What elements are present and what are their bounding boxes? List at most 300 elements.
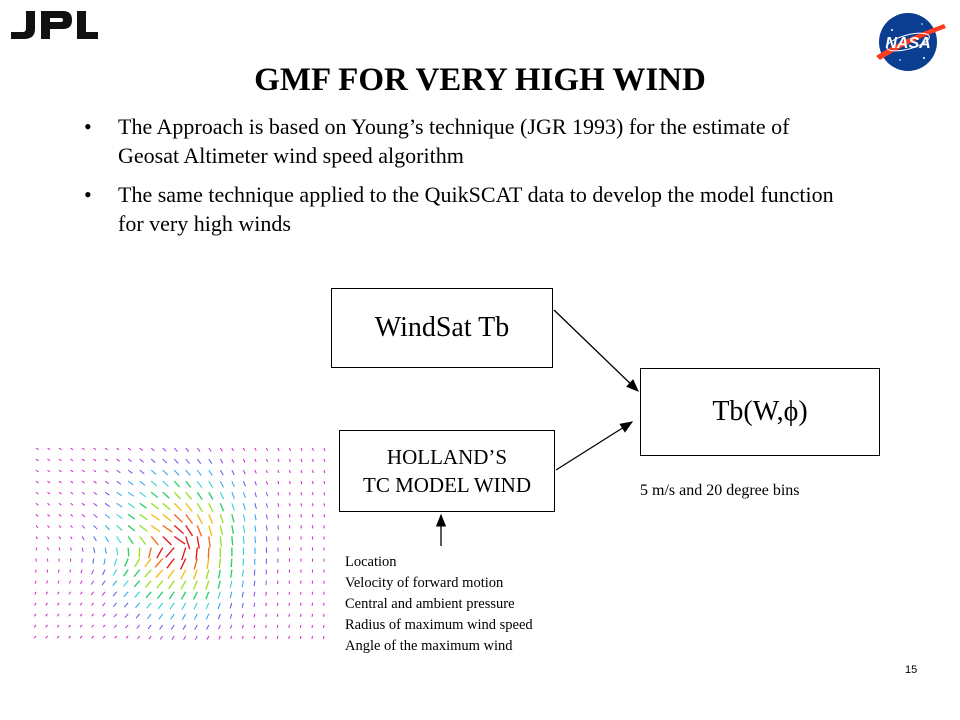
wind-vector [289, 625, 290, 628]
wind-vector [59, 470, 61, 472]
wind-vector [151, 514, 159, 520]
wind-vector [186, 448, 189, 452]
wind-vector [71, 525, 73, 527]
wind-vector [117, 548, 118, 556]
wind-vector [289, 492, 290, 495]
wind-vector [266, 603, 267, 606]
wind-vector [124, 570, 129, 577]
wind-vector [134, 581, 139, 587]
wind-vector [323, 636, 324, 639]
wind-vector [59, 548, 60, 551]
wind-vector [115, 636, 117, 638]
wind-vector [197, 459, 200, 464]
wind-vector [186, 514, 193, 523]
wind-vector [36, 492, 38, 494]
wind-vector [266, 581, 267, 585]
wind-vector [266, 459, 267, 462]
parameter-item: Location [345, 554, 397, 570]
wind-vector [94, 459, 96, 461]
wind-vector [94, 548, 95, 553]
wind-vector [172, 636, 174, 640]
wind-vector [57, 614, 59, 616]
wind-vector [255, 459, 256, 462]
wind-vector [128, 492, 134, 496]
wind-vector [209, 525, 212, 535]
wind-vector [243, 492, 245, 498]
wind-vector [135, 603, 139, 608]
wind-vector [312, 636, 313, 639]
wind-vector [157, 548, 163, 559]
parameter-item: Angle of the maximum wind [345, 638, 513, 654]
parameter-list [345, 552, 533, 657]
wind-vector [82, 448, 84, 450]
wind-vector [218, 581, 220, 589]
wind-vector [218, 603, 220, 609]
wind-vector [266, 592, 267, 596]
wind-vector [82, 536, 84, 540]
wind-vector [163, 448, 166, 451]
wind-vector [197, 525, 201, 536]
wind-vector [92, 570, 94, 575]
wind-vector [195, 625, 197, 630]
wind-vector [163, 492, 170, 498]
wind-vector [69, 625, 71, 627]
wind-vector [160, 625, 163, 629]
wind-vector [34, 636, 36, 638]
wind-vector [232, 525, 234, 533]
wind-vector [266, 492, 267, 496]
wind-vector [197, 503, 202, 511]
wind-vector [255, 514, 256, 520]
wind-vector [197, 470, 201, 476]
wind-vector [117, 536, 121, 542]
holland-label-line1: HOLLAND’S [386, 445, 508, 469]
wind-vector [312, 448, 313, 451]
arrow-windsat-to-tb [554, 310, 638, 391]
windsat-tb-box [331, 288, 553, 368]
wind-vector [155, 559, 163, 568]
wind-vector [80, 592, 82, 594]
wind-vector [197, 481, 202, 487]
wind-vector [167, 559, 174, 569]
wind-vector [209, 503, 213, 511]
wind-vector [35, 581, 36, 584]
wind-vector [243, 459, 245, 462]
wind-vector [243, 503, 245, 509]
wind-vector [301, 481, 302, 484]
wind-vector [301, 470, 302, 473]
wind-vector [57, 625, 59, 627]
wind-vector [149, 548, 152, 559]
wind-vector [48, 514, 50, 516]
bullet-item [80, 180, 840, 238]
wind-vector [218, 592, 220, 599]
wind-vector [232, 448, 234, 451]
wind-vector [59, 459, 61, 461]
wind-vector [80, 614, 82, 616]
wind-vector [125, 559, 128, 567]
wind-vector [220, 459, 223, 463]
wind-vector [46, 614, 48, 616]
wind-vector [59, 503, 61, 505]
wind-vector [324, 492, 325, 495]
wind-vector [255, 470, 256, 473]
wind-vector [277, 603, 278, 606]
wind-vector [301, 503, 302, 506]
wind-vector [174, 470, 179, 475]
wind-vector [48, 548, 49, 551]
wind-vector [243, 570, 244, 577]
wind-vector [145, 570, 151, 577]
wind-vector [168, 570, 174, 579]
wind-vector [59, 525, 61, 527]
wind-vector [123, 581, 128, 587]
wind-vector [126, 636, 128, 638]
holland-model-box [339, 430, 555, 512]
wind-vector [243, 481, 245, 486]
parameter-item: Velocity of forward motion [345, 575, 504, 591]
wind-vector [254, 625, 255, 628]
windsat-tb-label: WindSat Tb [374, 312, 510, 343]
wind-vector-field [30, 442, 330, 642]
wind-vector [254, 592, 255, 597]
wind-vector [301, 448, 302, 451]
wind-vector [232, 514, 234, 522]
wind-vector [117, 470, 121, 473]
wind-vector [230, 603, 232, 609]
wind-vector [289, 470, 290, 473]
wind-vector [243, 536, 244, 544]
wind-vector [156, 570, 163, 578]
wind-vector [117, 448, 119, 450]
wind-vector [114, 559, 116, 566]
wind-vector [289, 514, 290, 517]
wind-vector [136, 614, 140, 618]
wind-vector [289, 614, 290, 617]
wind-vector [278, 503, 279, 506]
wind-vector [219, 625, 221, 629]
slide-title: GMF FOR VERY HIGH WIND [254, 62, 706, 98]
wind-vector [206, 603, 209, 610]
wind-vector [46, 636, 48, 638]
wind-vector [231, 636, 232, 639]
wind-vector [312, 481, 313, 484]
wind-vector [159, 614, 163, 619]
wind-vector [209, 492, 213, 499]
wind-vector [103, 636, 105, 638]
wind-vector [103, 625, 105, 627]
wind-vector [266, 481, 267, 484]
wind-vector [94, 536, 97, 541]
wind-vector [255, 448, 256, 451]
wind-vector [186, 503, 192, 511]
wind-vector [148, 625, 151, 629]
bullet-list [80, 112, 840, 248]
wind-vector [312, 492, 313, 495]
wind-vector [186, 492, 192, 499]
wind-vector [81, 570, 82, 574]
wind-vector [69, 592, 71, 595]
wind-vector [197, 492, 202, 499]
wind-vector [289, 503, 290, 506]
wind-vector [104, 559, 105, 565]
wind-vector [58, 570, 59, 573]
wind-vector [94, 481, 97, 483]
wind-vector [149, 636, 151, 639]
parameter-item: Radius of maximum wind speed [345, 617, 533, 633]
wind-vector [102, 592, 105, 596]
wind-vector [35, 592, 36, 595]
wind-vector [300, 636, 301, 639]
wind-vector [36, 470, 38, 472]
wind-vector [301, 492, 302, 495]
wind-vector [105, 459, 107, 461]
wind-vector [207, 625, 209, 630]
wind-vector [184, 636, 186, 640]
wind-vector [102, 581, 105, 586]
wind-vector [289, 481, 290, 484]
wind-vector [232, 481, 235, 487]
wind-vector [242, 614, 243, 618]
wind-vector [230, 614, 232, 619]
wind-vector [242, 603, 243, 608]
wind-vector [71, 503, 73, 505]
wind-vector [278, 481, 279, 484]
wind-vector [93, 559, 94, 564]
wind-vector [71, 536, 73, 539]
wind-vector [58, 592, 59, 595]
wind-vector [207, 636, 209, 640]
wind-vector [82, 459, 84, 461]
wind-vector [181, 559, 186, 570]
wind-vector [174, 503, 181, 510]
wind-vector [59, 536, 61, 539]
wind-vector [36, 514, 38, 516]
wind-vector [196, 548, 197, 560]
wind-vector [105, 481, 109, 484]
wind-vector [324, 470, 325, 473]
wind-vector [324, 503, 325, 506]
wind-vector [48, 525, 50, 527]
wind-vector [105, 525, 110, 529]
wind-vector [147, 603, 151, 609]
wind-vector [36, 503, 38, 505]
wind-vector [128, 470, 132, 473]
wind-vector [128, 459, 131, 462]
wind-vector [278, 459, 279, 462]
wind-vector [289, 448, 290, 451]
wind-vector [105, 536, 109, 541]
bullet-item [80, 112, 840, 170]
wind-vector [277, 614, 278, 617]
wind-vector [278, 448, 279, 451]
wind-vector [94, 503, 98, 506]
wind-vector [140, 492, 146, 497]
parameter-item: Central and ambient pressure [345, 596, 515, 612]
wind-vector [124, 592, 128, 597]
bullet-text: The same technique applied to the QuikSCAT data to develop the model function for very high winds [118, 182, 834, 236]
wind-vector [82, 503, 85, 505]
wind-vector [278, 525, 279, 529]
wind-vector [157, 581, 163, 588]
jpl-logo [8, 8, 100, 42]
wind-vector [57, 636, 59, 638]
wind-vector [160, 636, 162, 639]
wind-vector [145, 559, 151, 567]
wind-vector [151, 448, 154, 451]
wind-vector [70, 570, 71, 573]
wind-vector [34, 614, 36, 617]
wind-vector [170, 603, 174, 609]
wind-vector [35, 603, 36, 606]
wind-vector [220, 448, 222, 451]
wind-vector [36, 536, 37, 539]
wind-vector [80, 625, 82, 627]
wind-vector [46, 603, 48, 606]
wind-vector [174, 459, 178, 463]
wind-vector [117, 514, 123, 518]
wind-vector [82, 481, 84, 483]
wind-vector [151, 459, 155, 463]
page-number: 15 [905, 664, 918, 676]
wind-vector [194, 570, 198, 580]
wind-vector [140, 514, 148, 519]
wind-vector [135, 559, 140, 567]
wind-vector [266, 514, 267, 519]
wind-vector [71, 448, 73, 450]
wind-vector [209, 536, 210, 547]
wind-vector [242, 636, 243, 639]
wind-vector [94, 525, 98, 529]
wind-vector [163, 536, 172, 544]
wind-vector [174, 492, 180, 499]
wind-vector [126, 625, 129, 628]
wind-vector [36, 459, 38, 461]
wind-vector [102, 603, 105, 606]
wind-vector [48, 492, 50, 494]
wind-vector [312, 625, 313, 628]
wind-vector [186, 536, 190, 549]
wind-vector [69, 614, 71, 616]
wind-vector [174, 536, 185, 544]
wind-vector [36, 448, 38, 450]
wind-vector [92, 625, 94, 627]
wind-vector [46, 625, 48, 627]
wind-vector [59, 481, 61, 483]
wind-vector [105, 448, 107, 450]
wind-vector [186, 525, 193, 535]
wind-vector [209, 459, 212, 464]
wind-vector [69, 636, 71, 638]
wind-vector [151, 536, 158, 544]
wind-vector [91, 592, 93, 595]
wind-vector [36, 548, 37, 551]
wind-vector [47, 581, 48, 584]
wind-vector [232, 503, 235, 510]
wind-vector [206, 614, 208, 620]
wind-vector [219, 636, 220, 639]
wind-vector [151, 492, 158, 497]
wind-vector [230, 592, 232, 598]
wind-vector [128, 503, 134, 507]
wind-vector [277, 636, 278, 639]
wind-vector [266, 614, 267, 617]
wind-vector [140, 525, 148, 531]
nasa-logo-text: NASA [885, 35, 931, 52]
wind-vector [113, 581, 117, 586]
wind-vector [194, 559, 197, 570]
wind-vector [197, 536, 199, 548]
wind-vector [266, 503, 267, 507]
wind-vector [232, 492, 235, 498]
wind-vector [80, 636, 82, 638]
wind-vector [218, 614, 220, 619]
wind-vector [105, 492, 109, 495]
wind-vector [277, 625, 278, 628]
wind-vector [94, 470, 96, 472]
wind-vector [134, 570, 140, 577]
wind-vector [82, 470, 84, 472]
wind-vector [151, 481, 157, 486]
wind-vector [36, 525, 38, 527]
wind-vector [117, 525, 123, 530]
wind-vector [312, 503, 313, 506]
wind-vector [206, 592, 209, 600]
wind-vector [232, 536, 233, 545]
wind-vector [171, 614, 175, 619]
wind-vector [183, 625, 186, 630]
wind-vector [169, 581, 175, 589]
wind-vector [151, 470, 156, 474]
wind-vector [163, 481, 169, 486]
wind-vector [92, 614, 94, 616]
wind-vector [82, 492, 85, 494]
wind-vector [209, 514, 213, 523]
wind-vector [137, 625, 140, 629]
wind-vector [48, 448, 50, 450]
wind-vector [163, 470, 168, 475]
wind-vector [174, 448, 177, 452]
wind-vector [230, 625, 231, 629]
wind-vector [324, 448, 325, 451]
wind-vector [194, 603, 197, 610]
wind-vector [243, 470, 245, 474]
wind-vector [255, 525, 256, 531]
wind-vector [94, 514, 98, 517]
wind-vector [231, 559, 232, 567]
wind-vector [242, 592, 243, 598]
wind-vector [242, 625, 243, 628]
wind-vector [232, 459, 234, 463]
wind-vector [117, 492, 122, 495]
wind-vector [220, 536, 221, 546]
wind-vector [92, 603, 94, 606]
wind-vector [266, 448, 267, 451]
wind-vector [113, 570, 117, 576]
wind-vector [243, 448, 244, 451]
wind-vector [114, 614, 117, 617]
wind-vector [194, 592, 198, 600]
wind-vector [105, 503, 110, 506]
wind-vector [219, 570, 221, 579]
arrow-holland-to-tb [556, 422, 632, 470]
wind-vector [117, 459, 120, 461]
wind-vector [82, 514, 85, 517]
wind-vector [91, 581, 93, 585]
wind-vector [278, 470, 279, 473]
wind-vector [266, 470, 267, 473]
wind-vector [181, 581, 186, 590]
